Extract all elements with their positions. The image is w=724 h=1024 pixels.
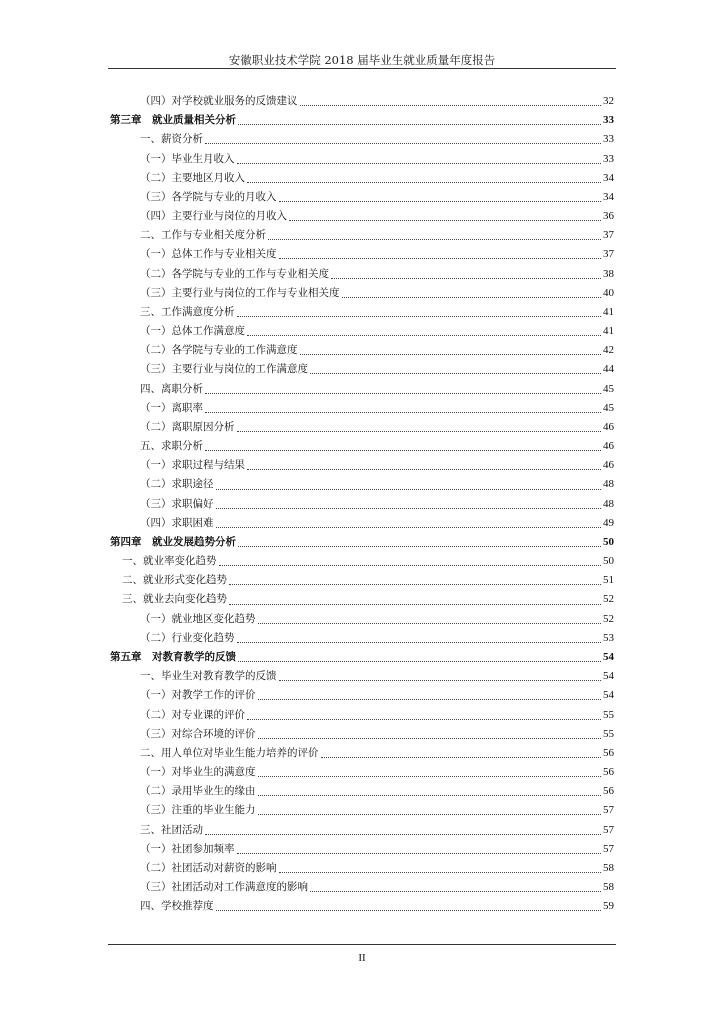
toc-dot-leader [289, 220, 601, 221]
toc-entry-title: 三、社团活动 [140, 823, 203, 836]
toc-entry-title: （三）注重的毕业生能力 [140, 804, 256, 817]
toc-dot-leader [258, 776, 602, 777]
toc-entry[interactable] [110, 188, 614, 207]
toc-entry-page: 56 [603, 766, 614, 779]
toc-entry-page: 57 [603, 804, 614, 817]
footer-divider [108, 944, 616, 945]
toc-entry[interactable] [110, 763, 614, 782]
toc-entry-page: 33 [603, 133, 614, 146]
toc-entry-page: 46 [603, 440, 614, 453]
toc-entry-page: 57 [603, 823, 614, 836]
toc-dot-leader [237, 163, 602, 164]
toc-entry[interactable] [110, 226, 614, 245]
toc-dot-leader [229, 604, 601, 605]
toc-chapter-entry[interactable] [110, 648, 614, 667]
toc-entry-title: （一）求职过程与结果 [140, 459, 245, 472]
toc-entry-title: （四）对学校就业服务的反馈建议 [140, 95, 298, 107]
toc-entry-page: 50 [603, 555, 614, 568]
toc-chapter-entry[interactable] [110, 111, 614, 130]
toc-dot-leader [321, 757, 602, 758]
toc-dot-leader [300, 105, 602, 106]
toc-dot-leader [300, 354, 602, 355]
toc-entry-title: （二）各学院与专业的工作与专业相关度 [140, 267, 329, 280]
toc-entry-title: 第五章 对教育教学的反馈 [110, 650, 236, 663]
toc-dot-leader [237, 853, 602, 854]
toc-entry-title: （一）离职率 [140, 401, 203, 414]
toc-dot-leader [205, 393, 601, 394]
toc-entry-page: 58 [603, 861, 614, 874]
page-header: 安徽职业技术学院 2018 届毕业生就业质量年度报告 [228, 53, 496, 67]
toc-dot-leader [310, 373, 601, 374]
toc-entry-title: 第三章 就业质量相关分析 [110, 114, 236, 127]
toc-entry-page: 41 [603, 325, 614, 338]
toc-dot-leader [247, 469, 601, 470]
toc-entry[interactable] [110, 706, 614, 725]
toc-dot-leader [279, 258, 602, 259]
toc-dot-leader [247, 182, 601, 183]
toc-dot-leader [279, 872, 602, 873]
toc-dot-leader [237, 642, 602, 643]
toc-entry[interactable] [110, 801, 614, 820]
toc-dot-leader [205, 143, 601, 144]
toc-entry[interactable] [110, 92, 614, 111]
toc-entry[interactable] [110, 878, 614, 897]
toc-dot-leader [258, 795, 602, 796]
toc-entry[interactable] [110, 456, 614, 475]
toc-entry-page: 33 [603, 152, 614, 165]
toc-entry[interactable] [110, 265, 614, 284]
toc-entry[interactable] [110, 380, 614, 399]
page-number: II [358, 952, 366, 964]
toc-entry[interactable] [110, 418, 614, 437]
toc-entry-title: （三）对综合环境的评价 [140, 727, 256, 740]
toc-entry[interactable] [110, 897, 614, 916]
toc-entry[interactable] [110, 360, 614, 379]
toc-entry-title: （二）各学院与专业的工作满意度 [140, 344, 298, 357]
toc-entry-page: 53 [603, 631, 614, 644]
toc-entry[interactable] [110, 399, 614, 418]
header-divider [108, 68, 616, 69]
toc-entry-page: 56 [603, 746, 614, 759]
toc-entry-title: （一）毕业生月收入 [140, 152, 235, 165]
toc-entry-page: 41 [603, 305, 614, 318]
toc-entry-title: （三）各学院与专业的月收入 [140, 190, 277, 203]
toc-entry-title: （三）主要行业与岗位的工作与专业相关度 [140, 286, 340, 299]
toc-entry[interactable] [110, 859, 614, 878]
toc-entry-title: （一）总体工作与专业相关度 [140, 248, 277, 261]
toc-entry-title: 一、就业率变化趋势 [122, 555, 217, 568]
toc-entry-page: 40 [603, 286, 614, 299]
toc-dot-leader [205, 834, 601, 835]
toc-entry[interactable] [110, 590, 614, 609]
toc-entry-title: （三）主要行业与岗位的工作满意度 [140, 363, 308, 376]
toc-entry-page: 56 [603, 785, 614, 798]
toc-entry[interactable] [110, 245, 614, 264]
toc-dot-leader [216, 527, 602, 528]
toc-entry-page: 45 [603, 382, 614, 395]
toc-entry-title: 三、就业去向变化趋势 [122, 593, 227, 606]
toc-entry[interactable] [110, 322, 614, 341]
toc-entry[interactable] [110, 552, 614, 571]
toc-entry-title: （二）对专业课的评价 [140, 708, 245, 721]
toc-entry-page: 52 [603, 612, 614, 625]
toc-entry-page: 54 [603, 650, 614, 663]
toc-entry-title: 第四章 就业发展趋势分析 [110, 535, 236, 548]
toc-entry-title: （二）求职途径 [140, 478, 214, 491]
toc-entry-page: 55 [603, 708, 614, 721]
toc-entry[interactable] [110, 341, 614, 360]
toc-entry-page: 34 [603, 171, 614, 184]
toc-dot-leader [268, 239, 601, 240]
toc-dot-leader [229, 584, 601, 585]
toc-entry-page: 57 [603, 842, 614, 855]
toc-entry-title: 四、离职分析 [140, 382, 203, 395]
toc-entry-page: 50 [603, 535, 614, 548]
toc-entry[interactable] [110, 725, 614, 744]
toc-entry-page: 38 [603, 267, 614, 280]
toc-entry-title: （四）主要行业与岗位的月收入 [140, 210, 287, 223]
toc-dot-leader [205, 450, 601, 451]
toc-entry[interactable] [110, 629, 614, 648]
toc-entry[interactable] [110, 840, 614, 859]
toc-entry-page: 44 [603, 363, 614, 376]
toc-dot-leader [219, 565, 602, 566]
toc-entry-page: 54 [603, 670, 614, 683]
toc-entry-page: 48 [603, 497, 614, 510]
toc-dot-leader [216, 910, 602, 911]
toc-dot-leader [238, 661, 601, 662]
toc-entry-page: 55 [603, 727, 614, 740]
toc-entry-title: （一）对教学工作的评价 [140, 689, 256, 702]
toc-entry-title: 二、工作与专业相关度分析 [140, 229, 266, 242]
table-of-contents [110, 92, 614, 916]
toc-entry-page: 48 [603, 478, 614, 491]
toc-entry[interactable] [110, 782, 614, 801]
toc-dot-leader [258, 623, 602, 624]
toc-dot-leader [258, 814, 602, 815]
toc-entry[interactable] [110, 169, 614, 188]
toc-entry-title: 一、毕业生对教育教学的反馈 [140, 670, 277, 683]
toc-dot-leader [247, 719, 601, 720]
toc-dot-leader [279, 680, 602, 681]
toc-entry-title: （二）社团活动对薪资的影响 [140, 861, 277, 874]
toc-entry[interactable] [110, 495, 614, 514]
toc-chapter-entry[interactable] [110, 533, 614, 552]
toc-entry-page: 58 [603, 881, 614, 894]
toc-dot-leader [331, 278, 601, 279]
toc-entry-page: 42 [603, 344, 614, 357]
toc-dot-leader [258, 738, 602, 739]
toc-entry-page: 45 [603, 401, 614, 414]
toc-entry-title: 四、学校推荐度 [140, 900, 214, 913]
toc-entry[interactable] [110, 610, 614, 629]
toc-entry-page: 54 [603, 689, 614, 702]
toc-entry-title: （二）录用毕业生的缘由 [140, 785, 256, 798]
toc-entry[interactable] [110, 130, 614, 149]
toc-entry-title: （一）社团参加频率 [140, 842, 235, 855]
toc-entry-title: 二、就业形式变化趋势 [122, 574, 227, 587]
toc-dot-leader [258, 699, 602, 700]
toc-dot-leader [216, 508, 602, 509]
toc-entry[interactable] [110, 303, 614, 322]
toc-entry-page: 34 [603, 190, 614, 203]
toc-entry-page: 52 [603, 593, 614, 606]
toc-entry[interactable] [110, 571, 614, 590]
toc-entry[interactable] [110, 821, 614, 840]
toc-entry[interactable] [110, 475, 614, 494]
toc-dot-leader [238, 124, 601, 125]
toc-dot-leader [205, 412, 601, 413]
toc-entry-page: 33 [603, 114, 614, 127]
toc-entry-title: （四）求职困难 [140, 516, 214, 529]
toc-entry-page: 59 [603, 900, 614, 913]
toc-entry-page: 49 [603, 516, 614, 529]
toc-entry-title: （一）对毕业生的满意度 [140, 766, 256, 779]
toc-entry-page: 32 [603, 95, 614, 107]
toc-entry[interactable] [110, 514, 614, 533]
toc-entry[interactable] [110, 437, 614, 456]
toc-entry-title: 一、薪资分析 [140, 133, 203, 146]
toc-entry-title: 三、工作满意度分析 [140, 305, 235, 318]
toc-entry[interactable] [110, 207, 614, 226]
toc-dot-leader [238, 546, 601, 547]
toc-dot-leader [247, 335, 601, 336]
toc-entry-title: （一）就业地区变化趋势 [140, 612, 256, 625]
toc-dot-leader [342, 297, 602, 298]
toc-entry-title: （二）行业变化趋势 [140, 631, 235, 644]
toc-entry-title: （二）离职原因分析 [140, 420, 235, 433]
toc-entry[interactable] [110, 150, 614, 169]
toc-entry-title: （三）求职偏好 [140, 497, 214, 510]
toc-entry-title: （三）社团活动对工作满意度的影响 [140, 881, 308, 894]
toc-dot-leader [237, 316, 602, 317]
toc-entry[interactable] [110, 686, 614, 705]
toc-entry-page: 36 [603, 210, 614, 223]
toc-entry-title: 五、求职分析 [140, 440, 203, 453]
toc-entry-page: 51 [603, 574, 614, 587]
toc-dot-leader [237, 431, 602, 432]
toc-dot-leader [279, 201, 602, 202]
toc-entry-page: 46 [603, 420, 614, 433]
toc-entry-title: （一）总体工作满意度 [140, 325, 245, 338]
toc-entry[interactable] [110, 284, 614, 303]
toc-entry[interactable] [110, 667, 614, 686]
toc-entry[interactable] [110, 744, 614, 763]
toc-dot-leader [216, 489, 602, 490]
toc-entry-page: 37 [603, 229, 614, 242]
toc-dot-leader [310, 891, 601, 892]
toc-entry-page: 37 [603, 248, 614, 261]
toc-entry-title: （二）主要地区月收入 [140, 171, 245, 184]
toc-entry-title: 二、用人单位对毕业生能力培养的评价 [140, 746, 319, 759]
toc-entry-page: 46 [603, 459, 614, 472]
